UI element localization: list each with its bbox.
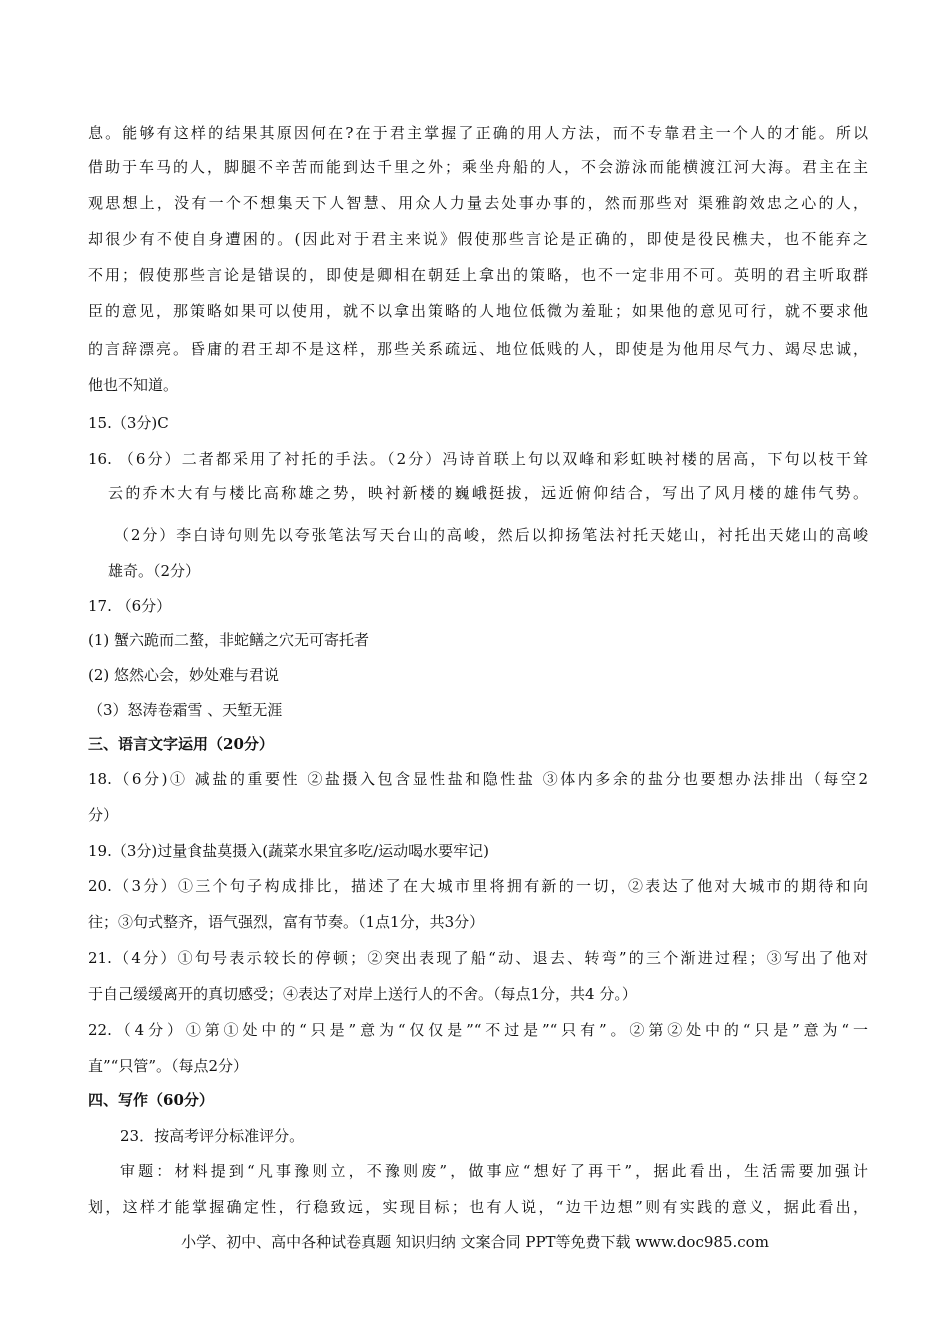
answer-20: 20.（3分）①三个句子构成排比，描述了在大城市里将拥有新的一切，②表达了他对大城市的期待和向 (88, 877, 868, 895)
answer-18: 18.（6分)① 减盐的重要性 ②盐摄入包含显性盐和隐性盐 ③体内多余的盐分也要想办法排出（每空2 (88, 770, 868, 788)
text-line: （2分）李白诗句则先以夸张笔法写天台山的高峻，然后以抑扬笔法衬托天姥山，衬托出天姥山的高峻 (114, 526, 868, 544)
text-line: 审题：材料提到“凡事豫则立，不豫则废”，做事应“想好了再干”，据此看出，生活需要加强计 (120, 1162, 868, 1180)
text-line: 臣的意见，那策略如果可以使用，就不以拿出策略的人地位低微为羞耻；如果他的意见可行，就不要求他 (88, 302, 868, 320)
text-line: 雄奇。（2分） (108, 562, 201, 580)
answer-15: 15.（3分)C (88, 414, 169, 432)
answer-17-1: (1) 蟹六跪而二螯，非蛇鳝之穴无可寄托者 (88, 631, 370, 649)
answer-19: 19.（3分)过量食盐莫摄入(蔬菜水果宜多吃/运动喝水要牢记) (88, 842, 490, 860)
answer-16: 16. （6分）二者都采用了衬托的手法。（2分）冯诗首联上句以双峰和彩虹映衬楼的居高，下句以枝干耸 (88, 450, 868, 468)
text-line: 直”“只管”。（每点2分） (88, 1057, 249, 1075)
page-footer: 小学、初中、高中各种试卷真题 知识归纳 文案合同 PPT等免费下载 www.doc985.com (181, 1233, 769, 1251)
answer-17-2: (2) 悠然心会，妙处难与君说 (88, 666, 280, 684)
answer-22: 22.（4分）①第①处中的“只是”意为“仅仅是”“不过是”“只有”。②第②处中的“只是”意为“一 (88, 1021, 868, 1039)
section-heading: 三、语言文字运用（20分） (88, 735, 274, 753)
text-line: 划，这样才能掌握确定性，行稳致远，实现目标；也有人说，“边干边想”则有实践的意义，据此看出， (88, 1198, 868, 1216)
text-line: 借助于车马的人，脚腿不辛苦而能到达千里之外；乘坐舟船的人，不会游泳而能横渡江河大海。君主在主 (88, 158, 868, 176)
answer-17: 17. （6分） (88, 597, 172, 615)
text-line: 不用；假使那些言论是错误的，即使是卿相在朝廷上拿出的策略，也不一定非用不可。英明的君主听取群 (88, 266, 868, 284)
text-line: 却很少有不使自身遭困的。(因此对于君主来说》假使那些言论是正确的，即使是役民樵夫，也不能弃之 (88, 230, 868, 248)
text-line: 观思想上，没有一个不想集天下人智慧、用众人力量去处事办事的，然而那些对 渠雅韵效忠之心的人， (88, 194, 868, 212)
answer-17-3: （3）怒涛卷霜雪 、天堑无涯 (88, 701, 283, 719)
answer-23: 23．按高考评分标准评分。 (120, 1127, 305, 1145)
text-line: 分） (88, 806, 119, 824)
answer-21: 21.（4分）①句号表示较长的停顿；②突出表现了船“动、退去、转弯”的三个渐进过程；③写出了他对 (88, 949, 868, 967)
text-line: 他也不知道。 (88, 376, 179, 394)
text-line: 息。能够有这样的结果其原因何在?在于君主掌握了正确的用人方法，而不专靠君主一个人的才能。所以 (88, 124, 868, 142)
text-line: 于自己缓缓离开的真切感受；④表达了对岸上送行人的不舍。（每点1分，共4 分。） (88, 985, 637, 1003)
text-line: 的言辞漂亮。昏庸的君王却不是这样，那些关系疏远、地位低贱的人，即使是为他用尽气力、竭尽忠诚， (88, 340, 868, 358)
text-line: 云的乔木大有与楼比高称雄之势，映衬新楼的巍峨挺拔，远近俯仰结合，写出了风月楼的雄伟气势。 (108, 484, 868, 502)
section-heading: 四、写作（60分） (88, 1091, 214, 1109)
text-line: 往；③句式整齐，语气强烈，富有节奏。（1点1分，共3分） (88, 913, 485, 931)
